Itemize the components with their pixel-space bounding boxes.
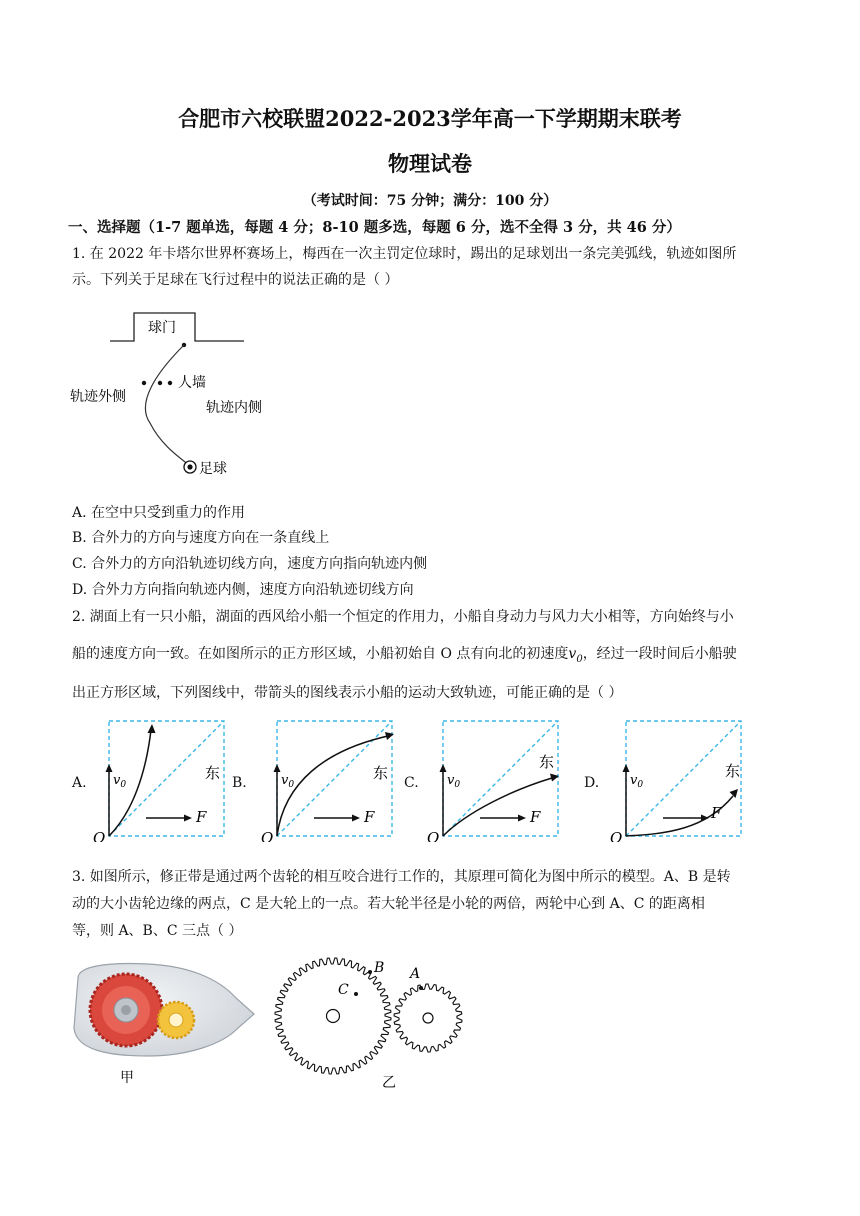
exam-info: （考试时间：75 分钟；满分：100 分） — [302, 193, 558, 209]
v0-arrowhead — [274, 764, 281, 772]
east-label: 东 — [205, 764, 221, 782]
force-arrowhead — [184, 815, 192, 822]
force-label: F — [530, 808, 541, 826]
v0-arrowhead — [440, 764, 447, 772]
soccer-ball-icon — [184, 461, 196, 473]
east-label: 东 — [373, 764, 389, 782]
force-label: F — [196, 808, 207, 826]
figure-yi-label: 乙 — [382, 1075, 396, 1091]
q2-panel-d-letter: D. — [584, 775, 600, 791]
wall-player-1 — [142, 381, 146, 385]
q2-stem-line2-part1: 船的速度方向一致。在如图所示的正方形区域，小船初始自 O 点有向北的初速度 — [72, 646, 569, 662]
origin-label: O — [427, 829, 440, 842]
trajectory-arrowhead — [730, 789, 739, 798]
large-red-gear-icon — [90, 974, 162, 1046]
q3-figure-jia — [68, 958, 268, 1088]
q2-panel-c-letter: C. — [404, 775, 419, 791]
small-yellow-gear-icon — [158, 1002, 194, 1038]
q2-stem-line1: 2. 湖面上有一只小船，湖面的西风给小船一个恒定的作用力，小船自身动力与风力大小相等，方向始终与小 — [72, 609, 734, 625]
point-a-label: A — [410, 966, 421, 982]
point-a-dot — [419, 986, 423, 990]
q2-stem-line2 — [72, 643, 737, 665]
large-gear-center — [327, 1010, 340, 1023]
point-b-label: B — [374, 960, 385, 976]
east-label: 东 — [539, 753, 555, 771]
q1-stem-line2: 示。下列关于足球在飞行过程中的说法正确的是（ ） — [72, 272, 399, 288]
origin-label: O — [93, 829, 106, 842]
goal-label: 球门 — [148, 320, 176, 336]
v0-label: $v_0$ — [447, 773, 461, 790]
q2-panel-b-letter: B. — [232, 775, 247, 791]
q1-option-c: C. 合外力的方向沿轨迹切线方向，速度方向指向轨迹内侧 — [72, 556, 428, 572]
v0-label: $v_0$ — [630, 773, 644, 790]
small-gear-center — [423, 1013, 433, 1023]
figure-jia-label: 甲 — [120, 1070, 134, 1086]
point-c-label: C — [338, 982, 349, 998]
q2-stem-line2-part2: ，经过一段时间后小船驶 — [582, 646, 737, 662]
q1-figure — [68, 303, 288, 488]
v0-arrowhead — [106, 764, 113, 772]
point-c-dot — [354, 992, 358, 996]
q2-panel-a — [88, 712, 238, 842]
q3-figure-yi — [270, 952, 480, 1092]
q1-option-a: A. 在空中只受到重力的作用 — [72, 505, 246, 521]
point-b-dot — [368, 970, 372, 974]
q3-stem-line2: 动的大小齿轮边缘的两点，C 是大轮上的一点。若大轮半径是小轮的两倍，两轮中心到 A、C 的距离相 — [72, 896, 705, 912]
force-label: F — [711, 804, 722, 822]
force-arrowhead — [352, 815, 360, 822]
q2-stem-line3: 出正方形区域，下列图线中，带箭头的图线表示小船的运动大致轨迹，可能正确的是（ ） — [72, 685, 623, 701]
force-arrowhead — [701, 815, 709, 822]
exam-title: 合肥市六校联盟2022-2023学年高一下学期期末联考 — [178, 106, 682, 131]
v0-label: $v_0$ — [281, 773, 295, 790]
v0-symbol: $v_0$ — [568, 646, 583, 665]
q2-panel-c — [422, 712, 572, 842]
ball-label: 足球 — [199, 461, 227, 477]
wall-label: 人墙 — [178, 375, 206, 391]
q3-stem-line3: 等，则 A、B、C 三点（ ） — [72, 923, 243, 939]
q1-stem-line1: 1. 在 2022 年卡塔尔世界杯赛场上，梅西在一次主罚定位球时，踢出的足球划出一条完美弧线，轨迹如图所 — [72, 246, 737, 262]
inner-side-label: 轨迹内侧 — [206, 400, 262, 416]
east-label: 东 — [725, 762, 741, 780]
trajectory-arrowhead — [148, 724, 156, 733]
origin-label: O — [610, 829, 623, 842]
outer-side-label: 轨迹外侧 — [70, 389, 126, 405]
section-heading: 一、选择题（1-7 题单选，每题 4 分；8-10 题多选，每题 6 分，选不全得 3 分，共 46 分） — [68, 219, 681, 236]
q2-panel-b — [256, 712, 406, 842]
v0-label: $v_0$ — [113, 773, 127, 790]
q1-option-d: D. 合外力方向指向轨迹内侧，速度方向沿轨迹切线方向 — [72, 582, 414, 598]
ball-trajectory — [145, 345, 189, 465]
goal-outline — [110, 313, 244, 341]
force-label: F — [364, 808, 375, 826]
q1-option-b: B. 合外力的方向与速度方向在一条直线上 — [72, 530, 330, 546]
origin-label: O — [261, 829, 274, 842]
wall-player-2 — [158, 381, 162, 385]
q3-stem-line1: 3. 如图所示，修正带是通过两个齿轮的相互咬合进行工作的，其原理可简化为图中所示的模型。A、B 是转 — [72, 869, 731, 885]
q2-panel-a-letter: A. — [72, 775, 87, 791]
q2-panel-d — [605, 712, 755, 842]
exam-subtitle: 物理试卷 — [388, 151, 472, 176]
v0-arrowhead — [623, 764, 630, 772]
force-arrowhead — [518, 815, 526, 822]
wall-player-3 — [168, 381, 172, 385]
